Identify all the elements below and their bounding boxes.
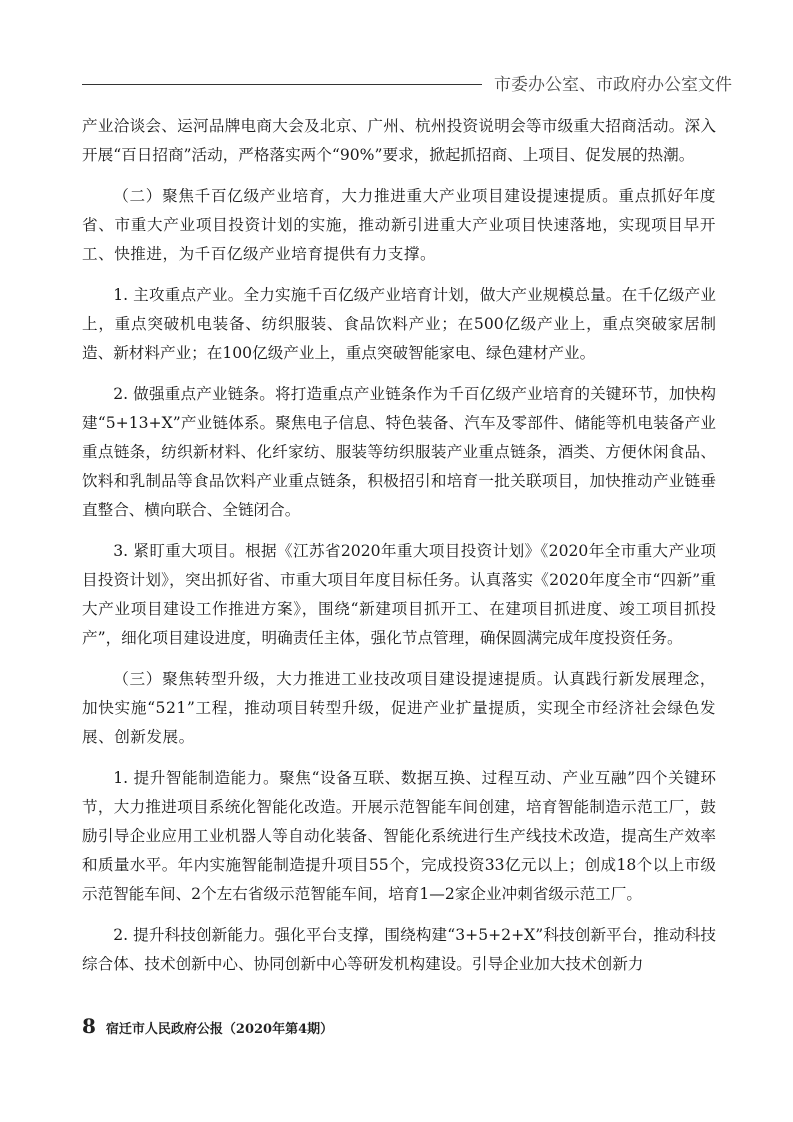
section-heading-2: （二）聚焦千百亿级产业培育，大力推进重大产业项目建设提速提质。重点抓好年度省、市重大产业项目投资计划的实施，推动新引进重大产业项目快速落地，实现项目早开工、快推进，为千百亿级产业培育提供有力支撑。 bbox=[82, 187, 716, 263]
paragraph-item-3: 3. 紧盯重大项目。根据《江苏省2020年重大项目投资计划》《2020年全市重大产业项目投资计划》，突出抓好省、市重大项目年度目标任务。认真落实《2020年度全市“四新”重大产业项目建设工作推进方案》，围绕“新建项目抓开工、在建项目抓进度、竣工项目抓投产”，细化项目建设进度，明确责任主体，强化节点管理，确保圆满完成年度投资任务。 bbox=[82, 542, 716, 647]
paragraph-item-5: 2. 提升科技创新能力。强化平台支撑，围绕构建“3+5+2+X”科技创新平台，推动科技综合体、技术创新中心、协同创新中心等研发机构建设。引导企业加大技术创新力 bbox=[82, 926, 716, 973]
section-heading-3: （三）聚焦转型升级，大力推进工业技改项目建设提速提质。认真践行新发展理念，加快实施“521”工程，推动项目转型升级，促进产业扩量提质，实现全市经济社会绿色发展、创新发展。 bbox=[82, 670, 716, 746]
paragraph-item-1: 1. 主攻重点产业。全力实施千百亿级产业培育计划，做大产业规模总量。在千亿级产业上，重点突破机电装备、纺织服装、食品饮料产业；在500亿级产业上，重点突破家居制造、新材料产业；在100亿级产业上，重点突破智能家电、绿色建材产业。 bbox=[82, 286, 716, 362]
paragraph-item-2: 2. 做强重点产业链条。将打造重点产业链条作为千百亿级产业培育的关键环节，加快构建“5+13+X”产业链体系。聚焦电子信息、特色装备、汽车及零部件、储能等机电装备产业重点链条，纺织新材料、化纤家纺、服装等纺织服装产业重点链条，酒类、方便休闲食品、饮料和乳制品等食品饮料产业重点链条，积极招引和培育一批关联项目，加快推动产业链垂直整合、横向联合、全链闭合。 bbox=[82, 385, 716, 519]
paragraph-item-4: 1. 提升智能制造能力。聚焦“设备互联、数据互换、过程互动、产业互融”四个关键环节，大力推进项目系统化智能化改造。开展示范智能车间创建，培育智能制造示范工厂，鼓励引导企业应用工业机器人等自动化装备、智能化系统进行生产线技术改造，提高生产效率和质量水平。年内实施智能制造提升项目55个，完成投资33亿元以上；创成18个以上市级示范智能车间、2个左右省级示范智能车间，培育1—2家企业冲刺省级示范工厂。 bbox=[82, 769, 716, 903]
publication-title: 宿迁市人民政府公报（2020年第4期） bbox=[105, 1022, 334, 1037]
document-body bbox=[82, 112, 716, 991]
paragraph-continuation: 产业洽谈会、运河品牌电商大会及北京、广州、杭州投资说明会等市级重大招商活动。深入开展“百日招商”活动，严格落实两个“90%”要求，掀起抓招商、上项目、促发展的热潮。 bbox=[82, 117, 716, 164]
header-rule bbox=[82, 84, 482, 85]
header-title: 市委办公室、市政府办公室文件 bbox=[494, 75, 732, 95]
page-number: 8 bbox=[82, 1014, 96, 1038]
page-footer bbox=[82, 1014, 333, 1036]
